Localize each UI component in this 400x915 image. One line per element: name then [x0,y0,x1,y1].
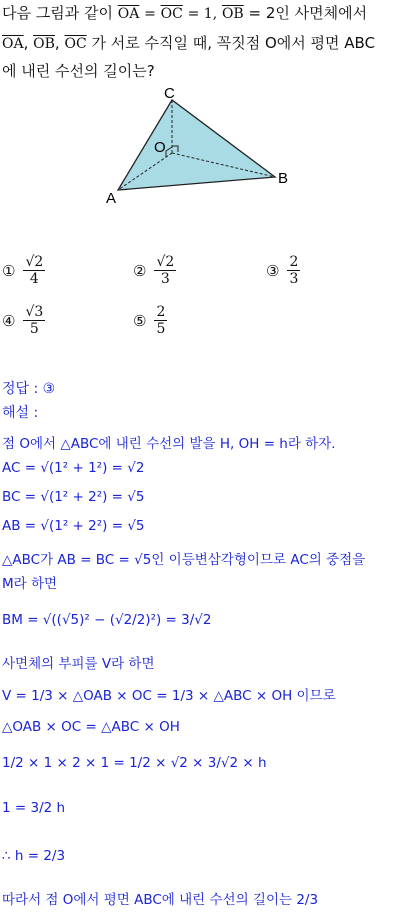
solution-line-1: 점 O에서 △ABC에 내린 수선의 발을 H, OH = h라 하자. [2,436,336,452]
choice-5[interactable] [133,304,167,337]
label-b: B [278,170,289,187]
solution-line-12: 1 = 3/2 h [2,800,66,816]
solution-line-8: 사면체의 부피를 V라 하면 [2,656,155,672]
choice-number: ④ [2,311,16,330]
question-text-3: 에 내린 수선의 길이는? [2,62,155,80]
label-c: C [164,85,175,102]
fraction [23,304,45,337]
segment-oc-2: $\overline{OC}$ [64,36,87,52]
choice-2[interactable] [133,254,176,287]
solution-line-5: △ABC가 AB = BC = √5인 이등변삼각형이므로 AC의 중점을 [2,552,366,568]
value-two-text: = 2인 사면체에서 [248,4,368,22]
question-text: 다음 그림과 같이 [2,4,113,22]
solution-line-4: AB = √(1² + 2²) = √5 [2,518,145,534]
choice-number: ③ [266,261,280,280]
numerator: √2 [25,254,44,270]
comma: , [23,34,29,52]
answer-line: 정답 : ③ [2,381,56,397]
choice-number: ⑤ [133,311,147,330]
question-text-2: 가 서로 수직일 때, 꼭짓점 O에서 평면 ABC [91,34,376,52]
comma: , [54,34,60,52]
choice-3[interactable] [266,254,300,287]
tetrahedron-figure [100,85,300,210]
question-line-1 [2,2,367,25]
denominator: 5 [29,321,39,338]
solution-line-14: 따라서 점 O에서 평면 ABC에 내린 수선의 길이는 2/3 [2,892,319,908]
solution-line-6: M라 하면 [2,576,58,592]
numerator: 2 [156,304,166,320]
label-a: A [106,190,117,207]
segment-oa: $\overline{OA}$ [117,6,140,22]
solution-line-2: AC = √(1² + 1²) = √2 [2,460,145,476]
numerator: 2 [289,254,299,270]
solution-line-13: ∴ h = 2/3 [2,848,66,864]
fraction [287,254,300,287]
denominator: 5 [156,321,166,338]
solution-line-3: BC = √(1² + 2²) = √5 [2,489,145,505]
segment-oa-2: $\overline{OA}$ [2,36,24,52]
question-line-2 [2,32,375,55]
numerator: √3 [25,304,44,320]
question-line-3 [2,60,155,82]
equals-sign: = [144,6,156,22]
solution-line-11: 1/2 × 1 × 2 × 1 = 1/2 × √2 × 3/√2 × h [2,755,267,771]
label-o: O [154,139,166,156]
choice-4[interactable] [2,304,45,337]
segment-ob: $\overline{OB}$ [221,6,244,22]
explanation-label: 해설 : [2,405,39,421]
choice-1[interactable] [2,254,45,287]
denominator: 4 [29,271,39,288]
choice-number: ② [133,261,147,280]
choice-number: ① [2,261,16,280]
denominator: 3 [160,271,170,288]
fraction [154,254,176,287]
segment-ob-2: $\overline{OB}$ [33,36,55,52]
solution-line-10: △OAB × OC = △ABC × OH [2,719,180,735]
value-one: = 1, [187,6,218,22]
segment-oc: $\overline{OC}$ [160,6,183,22]
denominator: 3 [289,271,299,288]
solution-line-9: V = 1/3 × △OAB × OC = 1/3 × △ABC × OH 이므로 [2,688,336,704]
fraction [154,304,167,337]
face-abc [118,100,275,190]
numerator: √2 [156,254,175,270]
solution-line-7: BM = √((√5)² − (√2/2)²) = 3/√2 [2,612,212,628]
fraction [23,254,45,287]
